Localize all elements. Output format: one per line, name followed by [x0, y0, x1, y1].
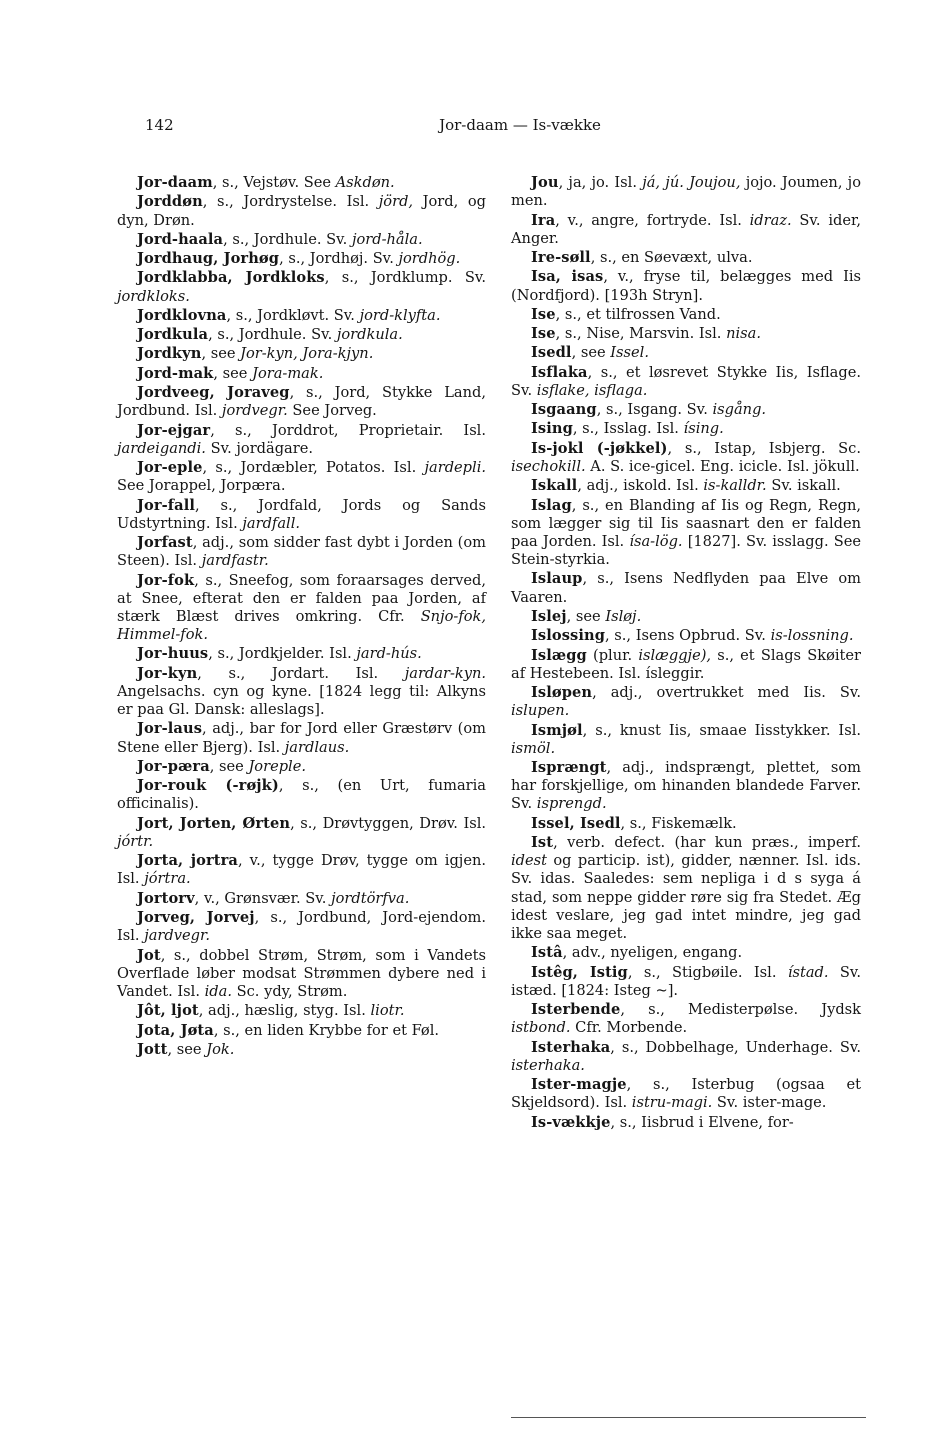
- dictionary-entry: [511, 608, 861, 626]
- italic-reference: istru-magi.: [631, 1094, 713, 1112]
- headword: Jor-ejgar: [137, 421, 211, 439]
- dictionary-entry: [511, 497, 861, 570]
- definition: , s., Iisbrud i Elvene, for-: [610, 1113, 794, 1131]
- headword: Islej: [531, 607, 567, 625]
- definition: , adj., overtrukket med Iis. Sv.: [592, 684, 861, 702]
- dictionary-entry: [117, 645, 486, 663]
- definition: , s., Drøvtyggen, Drøv. Isl.: [290, 814, 486, 832]
- headword: Jot: [137, 946, 161, 964]
- headword: Jor-daam: [137, 174, 213, 191]
- definition-tail: jojo. Joumen, jo men.: [511, 174, 861, 210]
- headword: Jor-rouk (-røjk): [137, 777, 279, 795]
- headword: Islaup: [531, 570, 583, 588]
- italic-reference: jörd,: [378, 193, 414, 211]
- italic-reference: jardeigandi.: [117, 439, 206, 457]
- definition: , s., Isterbug (ogsaa et Skjeldsord). Isl.: [511, 1076, 861, 1112]
- italic-reference: Snjo-fok, Himmel-fok.: [117, 607, 486, 644]
- definition: , s., Jordkjelder. Isl.: [208, 645, 357, 663]
- headword: Jorta, jortra: [137, 852, 238, 870]
- definition: , see: [201, 345, 241, 363]
- definition: , see: [167, 1040, 207, 1058]
- definition: , s., Jordklump. Sv.: [324, 269, 486, 287]
- definition: , s., Isgang. Sv.: [596, 401, 713, 419]
- headword: Isflaka: [531, 363, 588, 381]
- definition-tail: Sv. istæd. [1824: Isteg ~].: [511, 963, 862, 999]
- italic-reference: jardfall.: [242, 514, 300, 532]
- italic-reference: idest: [511, 852, 547, 870]
- dictionary-entry: [511, 570, 861, 606]
- italic-reference: Isløj.: [605, 607, 642, 625]
- dictionary-entry: [117, 1002, 486, 1020]
- dictionary-entry: [117, 365, 486, 383]
- headword: Isløpen: [531, 684, 593, 702]
- definition: , s., Jordbund, Jord-ejendom. Isl.: [117, 909, 486, 945]
- dictionary-entry: [117, 534, 486, 570]
- headword: Ist: [531, 834, 554, 852]
- italic-reference: ida.: [204, 982, 232, 1000]
- headword: Jord-haala: [137, 230, 224, 248]
- definition: , s., Isens Opbrud. Sv.: [605, 627, 771, 645]
- dictionary-entry: [117, 459, 486, 495]
- headword: Istêg, Istig: [531, 963, 628, 981]
- dictionary-entry: [511, 684, 861, 720]
- italic-reference: isflake, isflaga.: [536, 381, 648, 399]
- dictionary-entry: [117, 231, 486, 249]
- definition-tail: See Jorappel, Jorpæra.: [117, 477, 286, 495]
- page-number: 142: [145, 116, 174, 134]
- italic-reference: jordkula.: [336, 326, 403, 344]
- headword: Isterhaka: [531, 1038, 611, 1056]
- italic-reference: jordhög.: [398, 250, 461, 268]
- dictionary-entry: [511, 477, 861, 495]
- dictionary-entry: [511, 440, 861, 476]
- headword: Jordkyn: [137, 345, 202, 363]
- headword: Ister-magje: [531, 1076, 627, 1094]
- headword: Jor-pæra: [137, 757, 210, 775]
- headword: Jordklabba, Jordkloks: [137, 269, 325, 287]
- italic-reference: jord-håla.: [351, 230, 423, 248]
- headword: Jou: [531, 174, 559, 191]
- dictionary-entry: [117, 1022, 486, 1040]
- definition: (plur.: [586, 646, 639, 664]
- definition: , s., Dobbelhage, Underhage. Sv.: [610, 1038, 861, 1056]
- italic-reference: jordkloks.: [117, 287, 190, 305]
- headword: Ismjøl: [531, 721, 583, 739]
- dictionary-entry: [117, 947, 486, 1002]
- definition: , s., Isens Nedflyden paa Elve om Vaaren.: [511, 570, 861, 606]
- headword: Jor-fok: [137, 571, 195, 589]
- dictionary-entry: [511, 268, 861, 304]
- italic-reference: Jora-mak.: [252, 364, 324, 382]
- italic-reference: isprengd.: [536, 795, 607, 813]
- definition: , see: [209, 757, 249, 775]
- dictionary-entry: [511, 1039, 861, 1075]
- dictionary-entry: [511, 964, 861, 1000]
- italic-reference: jardfastr.: [201, 552, 269, 570]
- definition: , s., Jord, Stykke Land, Jordbund. Isl.: [117, 384, 486, 420]
- italic-reference: jard-hús.: [356, 645, 422, 663]
- italic-reference: isechokill.: [511, 457, 586, 475]
- headword: Jordklovna: [137, 306, 227, 324]
- definition-tail: [1827]. Sv. isslagg. See Stein-styrkia.: [511, 532, 861, 569]
- headword: Ise: [531, 305, 556, 323]
- definition: , v., fryse til, belægges med Iis (Nordfjord). [193h Stryn].: [511, 268, 861, 304]
- definition: , s., Medisterpølse. Jydsk: [620, 1001, 861, 1019]
- definition: , s., Nise, Marsvin. Isl.: [555, 325, 727, 343]
- definition: , s., en Søevæxt, ulva.: [590, 249, 753, 266]
- dictionary-entry: [117, 307, 486, 325]
- dictionary-entry: [117, 345, 486, 363]
- definition: , s., Fiskemælk.: [620, 814, 737, 832]
- headword: Isterbende: [531, 1001, 621, 1019]
- definition: , adj., indsprængt, plettet, som har forskjellige, om hinanden blandede Farver. Sv.: [511, 759, 861, 813]
- dictionary-entry: [511, 401, 861, 419]
- italic-reference: Jok.: [206, 1040, 235, 1058]
- italic-reference: isgång.: [712, 401, 767, 419]
- definition: , s., et tilfrossen Vand.: [555, 305, 721, 323]
- italic-reference: ísa-lög.: [629, 532, 683, 550]
- definition-tail: Sv. jordägare.: [205, 439, 314, 457]
- dictionary-entry: [117, 193, 486, 229]
- definition: , s., et løsrevet Stykke Iis, Isflage. Sv.: [511, 363, 861, 399]
- headword: Ire-søll: [531, 249, 591, 266]
- dictionary-entry: [117, 909, 486, 945]
- headword: Isgaang: [531, 401, 597, 419]
- dictionary-entry: [117, 720, 486, 756]
- italic-reference: Askdøn.: [335, 174, 395, 191]
- headword: Islægg: [531, 646, 587, 664]
- headword: Jor-eple: [137, 459, 203, 477]
- definition: , see: [566, 607, 606, 625]
- definition: , ja, jo. Isl.: [558, 174, 643, 191]
- dictionary-entry: [511, 722, 861, 758]
- definition: , s., dobbel Strøm, Strøm, som i Vandets Overflade løber modsat Strømmen dybere ned i Vandet. Isl.: [117, 946, 486, 1000]
- definition: , s., Jordhule. Sv.: [208, 326, 337, 344]
- headword: Isa, isas: [531, 268, 604, 286]
- page-header: [145, 116, 865, 140]
- definition-tail: Cfr. Morbende.: [570, 1019, 688, 1037]
- italic-reference: ísing.: [683, 420, 724, 438]
- definition: , s., Jordhule. Sv.: [223, 230, 352, 248]
- dictionary-entry: [511, 325, 861, 343]
- dictionary-entry: [117, 422, 486, 458]
- definition: , v., angre, fortryde. Isl.: [555, 211, 750, 229]
- italic-reference: jord-klyfta.: [359, 306, 441, 324]
- dictionary-entry: [511, 944, 861, 962]
- dictionary-entry: [117, 815, 486, 851]
- definition: , s., Jordart. Isl.: [197, 664, 405, 682]
- definition: , s., knust Iis, smaae Iisstykker. Isl.: [582, 721, 861, 739]
- italic-reference: is-kalldr.: [703, 477, 767, 495]
- dictionary-entry: [117, 174, 486, 192]
- headword: Isprængt: [531, 759, 607, 777]
- dictionary-entry: [511, 815, 861, 833]
- dictionary-entry: [117, 852, 486, 888]
- definition: , see: [213, 364, 253, 382]
- definition: , adj., bar for Jord eller Græstørv (om Stene eller Bjerg). Isl.: [117, 720, 486, 756]
- definition-tail: See Jorveg.: [287, 402, 377, 420]
- headword: Ising: [531, 420, 573, 438]
- headword: Jordkula: [137, 326, 209, 344]
- headword: Ira: [531, 211, 556, 229]
- dictionary-entry: [511, 647, 861, 683]
- italic-reference: Jor-kyn, Jora-kjyn.: [240, 345, 374, 363]
- dictionary-entry: [117, 497, 486, 533]
- dictionary-entry: [117, 269, 486, 305]
- definition: , adj., som sidder fast dybt i Jorden (om Steen). Isl.: [117, 534, 486, 570]
- dictionary-entry: [511, 1001, 861, 1037]
- italic-reference: istbond.: [511, 1019, 571, 1037]
- definition: , s., Stigbøile. Isl.: [627, 963, 788, 981]
- dictionary-entry: [117, 250, 486, 268]
- italic-reference: jardvegr.: [144, 927, 210, 945]
- italic-reference: liotr.: [370, 1002, 405, 1020]
- dictionary-entry: [117, 890, 486, 908]
- definition-tail: Angelsachs. cyn og kyne. [1824 legg til: Alkyns er paa Gl. Dansk: alleslags].: [117, 682, 486, 719]
- italic-reference: já, jú. Joujou,: [642, 174, 741, 191]
- headword: Jorddøn: [137, 193, 203, 211]
- headword: Is-jokl (-jøkkel): [531, 439, 668, 457]
- headword: Istâ: [531, 944, 563, 962]
- running-head: Jor-daam — Is-vække: [439, 116, 601, 134]
- headword: Isedl: [531, 344, 572, 362]
- italic-reference: ístad.: [787, 963, 829, 981]
- italic-reference: isterhaka.: [511, 1056, 585, 1074]
- definition-tail: s., et Slags Skøiter af Hestebeen. Isl. ísleggir.: [511, 646, 861, 682]
- italic-reference: jardar-kyn.: [404, 664, 486, 682]
- definition: , s., Jordhøj. Sv.: [279, 250, 399, 268]
- italic-reference: jordtörfva.: [331, 889, 410, 907]
- definition: , s., Jordrystelse. Isl.: [202, 193, 379, 211]
- dictionary-entry: [511, 627, 861, 645]
- headword: Jord-mak: [137, 364, 214, 382]
- definition: , adj., hæslig, styg. Isl.: [198, 1002, 371, 1020]
- dictionary-entry: [511, 306, 861, 324]
- definition-tail: Sv. iskall.: [766, 477, 841, 495]
- headword: Jorfast: [137, 534, 193, 552]
- headword: Jordhaug, Jorhøg: [137, 250, 280, 268]
- dictionary-entry: [117, 1041, 486, 1059]
- headword: Iskall: [531, 477, 578, 495]
- italic-reference: idraz.: [749, 211, 792, 229]
- definition-tail: Sc. ydy, Strøm.: [231, 982, 348, 1000]
- headword: Jôt, ljot: [137, 1002, 199, 1020]
- headword: Jor-laus: [137, 720, 203, 738]
- definition-tail: Sv. ider, Anger.: [511, 211, 861, 247]
- italic-reference: Issel.: [610, 344, 649, 362]
- headword: Ise: [531, 325, 556, 343]
- dictionary-entry: [511, 344, 861, 362]
- dictionary-entry: [511, 1076, 861, 1112]
- definition: , s., Sneefog, som foraarsages derved, at Snee, efterat den er falden paa Jorden, af stærk Blæst drives omkring. Cfr.: [117, 571, 486, 625]
- definition: , verb. defect. (har kun præs., imperf.: [553, 834, 861, 852]
- dictionary-entry: [117, 665, 486, 720]
- headword: Jota, Jøta: [137, 1021, 214, 1039]
- italic-reference: is-lossning.: [770, 627, 854, 645]
- definition: , s., (en Urt, fumaria officinalis).: [117, 777, 486, 813]
- headword: Jorveg, Jorvej: [137, 909, 255, 927]
- dictionary-entry: [511, 174, 861, 210]
- dictionary-entry: [511, 212, 861, 248]
- headword: Islag: [531, 496, 572, 514]
- dictionary-entry: [511, 759, 861, 814]
- italic-reference: jórtr.: [117, 832, 154, 850]
- dictionary-entry: [117, 777, 486, 813]
- right-column: [511, 174, 861, 1133]
- definition: , adj., iskold. Isl.: [577, 477, 704, 495]
- definition: , s., en Blanding af Iis og Regn, Regn, som lægger sig til Iis saasnart den er falden paa Jorden. Isl.: [511, 496, 861, 550]
- definition: , adv., nyeligen, engang.: [562, 944, 743, 962]
- definition: , s., Vejstøv. See: [212, 174, 336, 191]
- italic-reference: jardlaus.: [284, 738, 350, 756]
- dictionary-entry: [117, 384, 486, 420]
- headword: Jor-huus: [137, 645, 209, 663]
- headword: Is-vækkje: [531, 1113, 611, 1131]
- italic-reference: nisa.: [726, 325, 761, 343]
- definition: , s., en liden Krybbe for et Føl.: [213, 1021, 439, 1039]
- italic-reference: islæggje),: [638, 646, 712, 664]
- dictionary-entry: [511, 1114, 861, 1132]
- bottom-rule: [511, 1417, 866, 1418]
- dictionary-entry: [117, 326, 486, 344]
- definition-tail: Sv. ister-mage.: [712, 1094, 827, 1112]
- definition: , s., Jordkløvt. Sv.: [226, 306, 360, 324]
- italic-reference: jardepli.: [424, 459, 486, 477]
- dictionary-entry: [511, 420, 861, 438]
- left-column: [117, 174, 486, 1060]
- definition: , v., tygge Drøv, tygge om igjen. Isl.: [117, 852, 486, 888]
- definition: , s., Isslag. Isl.: [572, 420, 684, 438]
- dictionary-entry: [511, 364, 861, 400]
- italic-reference: jórtra.: [144, 870, 191, 888]
- definition: , v., Grønsvær. Sv.: [194, 889, 332, 907]
- headword: Jor-fall: [137, 496, 196, 514]
- dictionary-entry: [511, 834, 861, 943]
- definition: , s., Jordæbler, Potatos. Isl.: [202, 459, 425, 477]
- italic-reference: ismöl.: [511, 739, 556, 757]
- headword: Jortorv: [137, 889, 195, 907]
- definition-tail: A. S. ice-gicel. Eng. icicle. Isl. jökull.: [585, 457, 860, 475]
- dictionary-entry: [117, 572, 486, 645]
- definition-tail: Jord, og dyn, Drøn.: [117, 193, 486, 229]
- definition: , see: [571, 344, 611, 362]
- italic-reference: Joreple.: [248, 757, 306, 775]
- italic-reference: jordvegr.: [221, 402, 288, 420]
- headword: Jott: [137, 1040, 168, 1058]
- italic-reference: islupen.: [511, 702, 570, 720]
- headword: Issel, Isedl: [531, 814, 621, 832]
- definition: , s., Jordfald, Jords og Sands Udstyrtning. Isl.: [117, 496, 486, 532]
- headword: Islossing: [531, 627, 606, 645]
- definition-tail: og particip. ist), gidder, nænner. Isl. ids. Sv. idas. Saaledes: sem nepliga i d s syga á stad, som neppe gidder røre sig fra Stedet. Æg idest veslare, jeg gad intet mindre, jeg gad ikke saa meget.: [511, 852, 861, 943]
- definition: , s., Istap, Isbjerg. Sc.: [667, 439, 861, 457]
- headword: Jor-kyn: [137, 664, 198, 682]
- headword: Jordveeg, Joraveg: [137, 384, 290, 402]
- dictionary-entry: [511, 249, 861, 267]
- headword: Jort, Jorten, Ørten: [137, 814, 291, 832]
- definition: , s., Jorddrot, Proprietair. Isl.: [210, 421, 486, 439]
- dictionary-entry: [117, 758, 486, 776]
